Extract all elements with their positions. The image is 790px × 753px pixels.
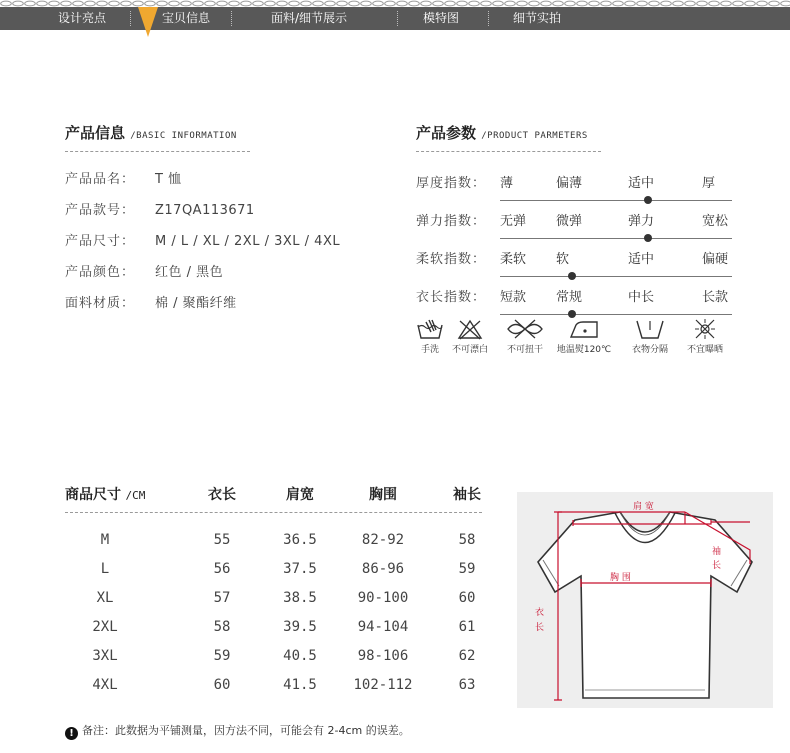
size-cell: 39.5	[283, 619, 317, 635]
no-bleach-icon	[455, 318, 485, 340]
product-info-heading	[65, 122, 237, 143]
size-cell: 60	[213, 677, 231, 693]
sleeve-label-1: 袖	[712, 547, 722, 557]
info-row	[65, 230, 340, 249]
tab-product-info[interactable]: 宝贝信息	[162, 11, 211, 25]
size-cell: 86-96	[361, 561, 405, 577]
param-option: 微弹	[556, 214, 583, 229]
care-label: 手洗	[420, 345, 439, 355]
param-option: 偏薄	[556, 176, 583, 191]
info-value: T 恤	[155, 172, 182, 187]
size-cell: 38.5	[283, 590, 317, 606]
nav-band	[0, 7, 790, 30]
size-cell: 55	[213, 532, 231, 548]
size-label: M	[100, 532, 110, 548]
care-label: 衣物分隔	[631, 345, 668, 355]
chain-border	[0, 0, 790, 7]
divider	[65, 512, 482, 513]
sleeve-label-2: 长	[712, 561, 722, 571]
size-cell: 56	[213, 561, 231, 577]
param-label: 弹力指数：	[416, 214, 487, 229]
tab-separator	[397, 11, 398, 26]
care-item-wash-separately	[622, 318, 678, 355]
divider	[416, 151, 601, 152]
product-info-title: 产品信息	[65, 124, 126, 142]
param-track	[500, 200, 732, 201]
chest-label: 胸 围	[610, 573, 631, 583]
size-table-unit: /CM	[125, 489, 146, 502]
param-option: 无弹	[500, 214, 527, 229]
tab-design-highlights[interactable]: 设计亮点	[58, 11, 107, 25]
tab-separator	[488, 11, 489, 26]
size-label: 2XL	[92, 619, 118, 635]
size-label: 3XL	[92, 648, 118, 664]
size-cell: 58	[213, 619, 231, 635]
size-cell: 58	[458, 532, 476, 548]
param-row	[416, 172, 746, 212]
care-item-low-iron	[556, 318, 612, 355]
param-indicator	[644, 196, 652, 204]
info-label: 产品尺寸：	[65, 234, 136, 249]
size-cell: 59	[458, 561, 476, 577]
warning-icon: !	[65, 727, 78, 740]
size-cell: 41.5	[283, 677, 317, 693]
param-option: 适中	[628, 176, 655, 191]
param-track	[500, 314, 732, 315]
tab-separator	[130, 11, 131, 26]
shoulder-width-label: 肩 宽	[633, 502, 654, 512]
param-option: 厚	[702, 176, 716, 191]
param-option: 宽松	[702, 214, 729, 229]
tab-detail-photos[interactable]: 细节实拍	[513, 11, 562, 25]
care-item-no-sun-dry	[677, 318, 733, 355]
care-label: 地温熨120℃	[556, 345, 612, 355]
size-table-title-text: 商品尺寸	[65, 487, 121, 503]
size-cell: 37.5	[283, 561, 317, 577]
info-value: Z17QA113671	[155, 203, 255, 218]
care-label: 不宜曝晒	[686, 345, 723, 355]
length-label-2: 长	[535, 623, 545, 633]
size-col-header: 衣长	[208, 487, 236, 503]
info-value: 红色 / 黑色	[155, 265, 224, 280]
care-label: 不可扭干	[506, 345, 543, 355]
size-table-title	[65, 484, 145, 504]
size-col-header: 袖长	[453, 487, 481, 503]
size-cell: 102-112	[353, 677, 413, 693]
param-option: 常规	[556, 290, 583, 305]
param-indicator	[644, 234, 652, 242]
info-label: 产品颜色：	[65, 265, 136, 280]
param-option: 长款	[702, 290, 729, 305]
care-item-no-bleach	[442, 318, 498, 355]
tshirt-measurement-diagram	[515, 490, 775, 710]
param-option: 软	[556, 252, 570, 267]
size-cell: 59	[213, 648, 231, 664]
info-value: 棉 / 聚酯纤维	[155, 296, 237, 311]
size-cell: 57	[213, 590, 231, 606]
size-cell: 98-106	[357, 648, 409, 664]
param-option: 偏硬	[702, 252, 729, 267]
info-row	[65, 261, 223, 280]
size-cell: 36.5	[283, 532, 317, 548]
tab-model-photos[interactable]: 模特图	[423, 11, 460, 25]
product-params-title: 产品参数	[416, 124, 477, 142]
tab-fabric-details[interactable]: 面料/细节展示	[271, 11, 348, 25]
info-row	[65, 292, 237, 311]
no-sun-dry-icon	[692, 318, 718, 340]
product-params-heading	[416, 122, 588, 143]
care-label: 不可漂白	[451, 345, 488, 355]
param-row	[416, 210, 746, 250]
param-option: 中长	[628, 290, 655, 305]
info-label: 产品款号：	[65, 203, 136, 218]
size-cell: 40.5	[283, 648, 317, 664]
param-label: 衣长指数：	[416, 290, 487, 305]
tab-separator	[231, 11, 232, 26]
param-option: 柔软	[500, 252, 527, 267]
param-row	[416, 248, 746, 288]
param-indicator	[568, 310, 576, 318]
low-iron-icon	[567, 318, 601, 340]
product-info-subtitle: /BASIC INFORMATION	[130, 131, 237, 141]
param-option: 弹力	[628, 214, 655, 229]
length-label-1: 衣	[535, 608, 545, 618]
info-value: M / L / XL / 2XL / 3XL / 4XL	[155, 234, 341, 249]
size-label: 4XL	[92, 677, 118, 693]
product-params-subtitle: /PRODUCT PARMETERS	[481, 131, 588, 141]
note-text: 备注：此数据为平铺测量，因方法不同，可能会有 2-4cm 的误差。	[82, 724, 410, 737]
param-track	[500, 276, 732, 277]
param-label: 柔软指数：	[416, 252, 487, 267]
size-cell: 62	[458, 648, 476, 664]
measurement-note	[65, 722, 410, 740]
size-label: L	[100, 561, 110, 577]
size-label: XL	[96, 590, 114, 606]
active-tab-arrow	[138, 7, 158, 37]
wash-separately-icon	[633, 318, 667, 340]
size-cell: 94-104	[357, 619, 409, 635]
size-cell: 60	[458, 590, 476, 606]
size-cell: 82-92	[361, 532, 405, 548]
param-option: 适中	[628, 252, 655, 267]
param-label: 厚度指数：	[416, 176, 487, 191]
param-track	[500, 238, 732, 239]
size-cell: 63	[458, 677, 476, 693]
top-nav	[0, 0, 790, 30]
info-row	[65, 199, 255, 218]
param-option: 短款	[500, 290, 527, 305]
param-option: 薄	[500, 176, 514, 191]
size-cell: 90-100	[357, 590, 409, 606]
no-wring-icon	[505, 318, 545, 340]
size-col-header: 肩宽	[286, 487, 314, 503]
divider	[65, 151, 250, 152]
param-indicator	[568, 272, 576, 280]
size-col-header: 胸围	[369, 487, 397, 503]
info-label: 面料材质：	[65, 296, 136, 311]
info-row	[65, 168, 182, 187]
care-item-no-wring	[497, 318, 553, 355]
info-label: 产品品名：	[65, 172, 136, 187]
size-cell: 61	[458, 619, 476, 635]
hand-wash-icon	[415, 318, 445, 340]
